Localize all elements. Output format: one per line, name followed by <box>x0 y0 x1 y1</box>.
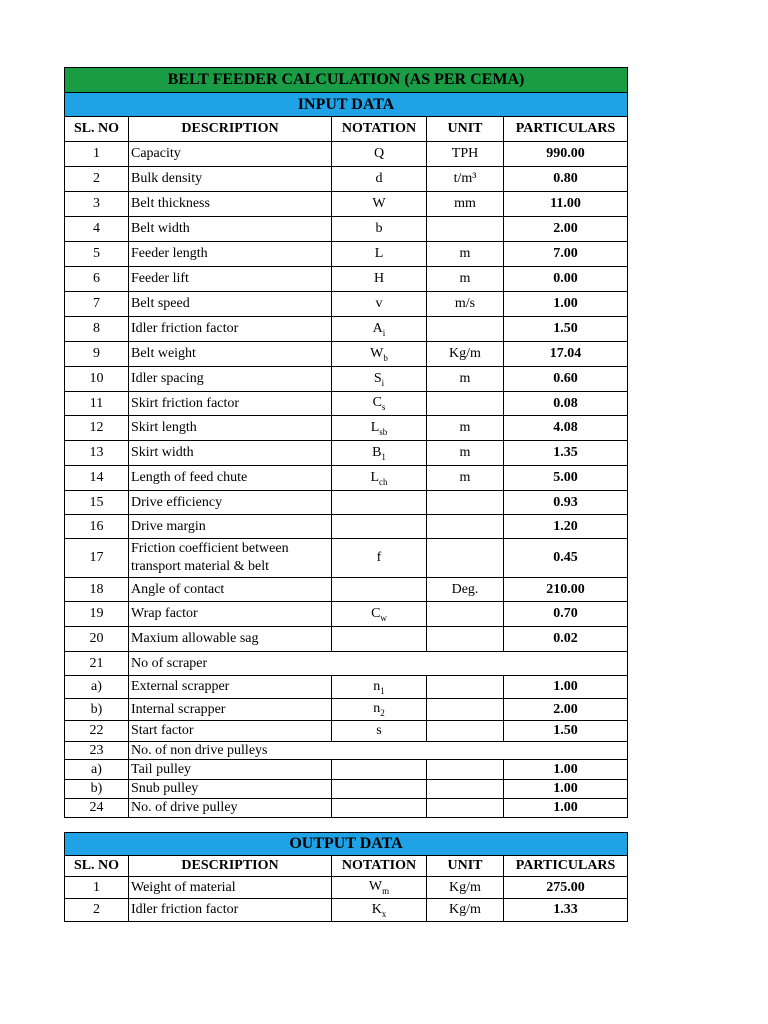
particulars-cell: 1.00 <box>504 292 628 317</box>
particulars-cell: 990.00 <box>504 142 628 167</box>
description-cell: Belt speed <box>129 292 332 317</box>
description-cell: Internal scrapper <box>129 699 332 721</box>
notation-subscript: i <box>382 327 386 338</box>
sl-no-cell: 3 <box>65 192 129 217</box>
table-row <box>65 441 628 466</box>
unit-cell: t/m³ <box>427 167 504 192</box>
notation-cell <box>332 466 427 491</box>
notation-cell <box>332 491 427 515</box>
sl-no-cell: 1 <box>65 877 129 899</box>
notation-cell <box>332 392 427 416</box>
notation-cell <box>332 627 427 652</box>
sl-no-cell: 14 <box>65 466 129 491</box>
unit-cell: Kg/m <box>427 342 504 367</box>
notation-symbol: L <box>374 246 384 261</box>
unit-cell <box>427 515 504 539</box>
sl-no-cell: 12 <box>65 416 129 441</box>
particulars-cell: 7.00 <box>504 242 628 267</box>
table-row <box>65 699 628 721</box>
notation-subscript: i <box>381 377 385 388</box>
notation-symbol: W <box>372 196 386 211</box>
sl-no-cell: 9 <box>65 342 129 367</box>
notation-symbol: L <box>370 419 380 435</box>
notation-cell <box>332 167 427 192</box>
notation-cell <box>332 676 427 699</box>
description-cell: Belt width <box>129 217 332 242</box>
sl-no-cell: 2 <box>65 899 129 922</box>
sl-no-cell: 15 <box>65 491 129 515</box>
notation-symbol: v <box>375 296 383 311</box>
table-row <box>65 721 628 742</box>
sl-no-cell: a) <box>65 760 129 780</box>
notation-subscript: m <box>382 885 390 896</box>
unit-cell: m <box>427 242 504 267</box>
notation-cell <box>332 515 427 539</box>
table-row <box>65 539 628 578</box>
header-unit: UNIT <box>427 117 504 142</box>
description-cell: Idler spacing <box>129 367 332 392</box>
notation-subscript: s <box>381 401 386 412</box>
description-cell: Start factor <box>129 721 332 742</box>
unit-cell <box>427 392 504 416</box>
notation-symbol: Q <box>373 146 385 161</box>
notation-subscript: x <box>381 908 387 919</box>
sl-no-cell: a) <box>65 676 129 699</box>
table-row <box>65 877 628 899</box>
notation-symbol: H <box>373 271 385 286</box>
description-cell: Capacity <box>129 142 332 167</box>
description-cell: No of scraper <box>129 652 628 676</box>
table-row <box>65 491 628 515</box>
particulars-cell: 1.00 <box>504 780 628 799</box>
sl-no-cell: b) <box>65 699 129 721</box>
description-cell: Drive margin <box>129 515 332 539</box>
particulars-cell: 5.00 <box>504 466 628 491</box>
table-row <box>65 317 628 342</box>
sl-no-cell: 4 <box>65 217 129 242</box>
notation-cell <box>332 699 427 721</box>
unit-cell <box>427 627 504 652</box>
unit-cell <box>427 217 504 242</box>
notation-cell <box>332 780 427 799</box>
notation-symbol: s <box>376 723 382 738</box>
unit-cell <box>427 602 504 627</box>
sl-no-cell: 8 <box>65 317 129 342</box>
table-row <box>65 392 628 416</box>
particulars-cell: 1.35 <box>504 441 628 466</box>
input-data-heading: INPUT DATA <box>65 93 628 117</box>
particulars-cell: 0.08 <box>504 392 628 416</box>
table-title: BELT FEEDER CALCULATION (AS PER CEMA) <box>65 68 628 93</box>
description-cell: Angle of contact <box>129 578 332 602</box>
description-cell: Idler friction factor <box>129 317 332 342</box>
particulars-cell: 275.00 <box>504 877 628 899</box>
particulars-cell: 1.50 <box>504 721 628 742</box>
notation-symbol: d <box>375 171 383 186</box>
description-cell: No. of non drive pulleys <box>129 742 628 760</box>
unit-cell <box>427 539 504 578</box>
header-notation: NOTATION <box>332 117 427 142</box>
notation-symbol: S <box>373 370 382 386</box>
unit-cell <box>427 317 504 342</box>
notation-symbol: W <box>368 879 383 895</box>
sl-no-cell: 22 <box>65 721 129 742</box>
table-row <box>65 142 628 167</box>
notation-cell <box>332 539 427 578</box>
header-particulars: PARTICULARS <box>504 856 628 877</box>
sl-no-cell: 23 <box>65 742 129 760</box>
description-cell: Skirt friction factor <box>129 392 332 416</box>
notation-cell <box>332 292 427 317</box>
table-row <box>65 676 628 699</box>
notation-symbol: b <box>375 221 383 236</box>
table-row <box>65 217 628 242</box>
unit-cell: Kg/m <box>427 899 504 922</box>
table-row <box>65 780 628 799</box>
sl-no-cell: 18 <box>65 578 129 602</box>
notation-cell <box>332 721 427 742</box>
notation-cell <box>332 899 427 922</box>
table-row <box>65 367 628 392</box>
notation-subscript: b <box>383 352 388 363</box>
table-row <box>65 416 628 441</box>
particulars-cell: 1.33 <box>504 899 628 922</box>
notation-cell <box>332 342 427 367</box>
table-row <box>65 167 628 192</box>
table-row <box>65 242 628 267</box>
notation-subscript: w <box>380 612 387 623</box>
notation-cell <box>332 799 427 818</box>
notation-cell <box>332 760 427 780</box>
sl-no-cell: 1 <box>65 142 129 167</box>
header-description: DESCRIPTION <box>129 117 332 142</box>
notation-subscript: ch <box>379 476 388 487</box>
description-cell: Wrap factor <box>129 602 332 627</box>
notation-symbol: K <box>371 901 382 917</box>
notation-symbol: A <box>372 320 383 336</box>
sl-no-cell: 2 <box>65 167 129 192</box>
unit-cell: m/s <box>427 292 504 317</box>
particulars-cell: 2.00 <box>504 217 628 242</box>
sl-no-cell: 20 <box>65 627 129 652</box>
unit-cell: m <box>427 367 504 392</box>
unit-cell <box>427 721 504 742</box>
sl-no-cell: 21 <box>65 652 129 676</box>
unit-cell <box>427 799 504 818</box>
description-cell: Length of feed chute <box>129 466 332 491</box>
table-row <box>65 602 628 627</box>
description-cell: Tail pulley <box>129 760 332 780</box>
table-row <box>65 267 628 292</box>
particulars-cell: 11.00 <box>504 192 628 217</box>
unit-cell: m <box>427 466 504 491</box>
description-cell: Snub pulley <box>129 780 332 799</box>
unit-cell: m <box>427 441 504 466</box>
description-cell: Belt thickness <box>129 192 332 217</box>
sl-no-cell: 11 <box>65 392 129 416</box>
output-table <box>64 832 628 922</box>
particulars-cell: 210.00 <box>504 578 628 602</box>
sl-no-cell: 10 <box>65 367 129 392</box>
sl-no-cell: 13 <box>65 441 129 466</box>
particulars-cell: 0.93 <box>504 491 628 515</box>
particulars-cell: 0.80 <box>504 167 628 192</box>
table-row <box>65 627 628 652</box>
table-row <box>65 515 628 539</box>
header-description: DESCRIPTION <box>129 856 332 877</box>
sl-no-cell: 19 <box>65 602 129 627</box>
sl-no-cell: 5 <box>65 242 129 267</box>
description-cell: Skirt length <box>129 416 332 441</box>
table-row <box>65 192 628 217</box>
sl-no-cell: 24 <box>65 799 129 818</box>
description-cell: Bulk density <box>129 167 332 192</box>
header-sl-no: SL. NO <box>65 856 129 877</box>
notation-subscript: sb <box>379 426 388 437</box>
sl-no-cell: 17 <box>65 539 129 578</box>
notation-symbol: C <box>371 605 381 621</box>
sl-no-cell: b) <box>65 780 129 799</box>
notation-symbol: n <box>373 678 381 694</box>
particulars-cell: 0.45 <box>504 539 628 578</box>
unit-cell <box>427 780 504 799</box>
notation-cell <box>332 578 427 602</box>
particulars-cell: 1.00 <box>504 799 628 818</box>
table-row <box>65 342 628 367</box>
notation-cell <box>332 877 427 899</box>
notation-subscript: 1 <box>380 685 385 696</box>
particulars-cell: 0.60 <box>504 367 628 392</box>
sl-no-cell: 6 <box>65 267 129 292</box>
particulars-cell: 2.00 <box>504 699 628 721</box>
notation-cell <box>332 317 427 342</box>
description-cell: Skirt width <box>129 441 332 466</box>
unit-cell <box>427 676 504 699</box>
notation-symbol: f <box>376 550 382 565</box>
particulars-cell: 1.50 <box>504 317 628 342</box>
particulars-cell: 0.70 <box>504 602 628 627</box>
sl-no-cell: 7 <box>65 292 129 317</box>
description-cell: Weight of material <box>129 877 332 899</box>
unit-cell: Deg. <box>427 578 504 602</box>
notation-cell <box>332 602 427 627</box>
table-row <box>65 466 628 491</box>
description-cell: Belt weight <box>129 342 332 367</box>
table-row <box>65 742 628 760</box>
description-cell: External scrapper <box>129 676 332 699</box>
sl-no-cell: 16 <box>65 515 129 539</box>
unit-cell <box>427 760 504 780</box>
unit-cell: mm <box>427 192 504 217</box>
notation-symbol: C <box>372 395 382 411</box>
table-row <box>65 899 628 922</box>
header-particulars: PARTICULARS <box>504 117 628 142</box>
notation-cell <box>332 367 427 392</box>
description-cell: No. of drive pulley <box>129 799 332 818</box>
input-table <box>64 67 628 818</box>
particulars-cell: 1.00 <box>504 760 628 780</box>
notation-subscript: 2 <box>380 707 385 718</box>
unit-cell: Kg/m <box>427 877 504 899</box>
notation-cell <box>332 441 427 466</box>
unit-cell: m <box>427 267 504 292</box>
notation-cell <box>332 192 427 217</box>
table-row <box>65 760 628 780</box>
header-notation: NOTATION <box>332 856 427 877</box>
notation-symbol: B <box>372 444 382 460</box>
description-cell: Idler friction factor <box>129 899 332 922</box>
notation-subscript: 1 <box>381 451 386 462</box>
particulars-cell: 4.08 <box>504 416 628 441</box>
header-unit: UNIT <box>427 856 504 877</box>
notation-symbol: W <box>370 345 384 361</box>
description-cell: Feeder lift <box>129 267 332 292</box>
description-cell: Feeder length <box>129 242 332 267</box>
table-row <box>65 578 628 602</box>
table-row <box>65 652 628 676</box>
description-cell: Drive efficiency <box>129 491 332 515</box>
description-cell: Maxium allowable sag <box>129 627 332 652</box>
notation-cell <box>332 142 427 167</box>
description-cell: Friction coefficient between transport material & belt <box>129 539 332 578</box>
table-row <box>65 292 628 317</box>
particulars-cell: 1.20 <box>504 515 628 539</box>
notation-cell <box>332 416 427 441</box>
notation-cell <box>332 242 427 267</box>
particulars-cell: 0.00 <box>504 267 628 292</box>
unit-cell <box>427 699 504 721</box>
notation-cell <box>332 217 427 242</box>
header-sl-no: SL. NO <box>65 117 129 142</box>
particulars-cell: 1.00 <box>504 676 628 699</box>
particulars-cell: 0.02 <box>504 627 628 652</box>
notation-symbol: L <box>370 469 380 485</box>
particulars-cell: 17.04 <box>504 342 628 367</box>
output-data-heading: OUTPUT DATA <box>65 833 628 856</box>
notation-cell <box>332 267 427 292</box>
unit-cell <box>427 491 504 515</box>
table-row <box>65 799 628 818</box>
unit-cell: TPH <box>427 142 504 167</box>
notation-symbol: n <box>373 701 381 717</box>
unit-cell: m <box>427 416 504 441</box>
